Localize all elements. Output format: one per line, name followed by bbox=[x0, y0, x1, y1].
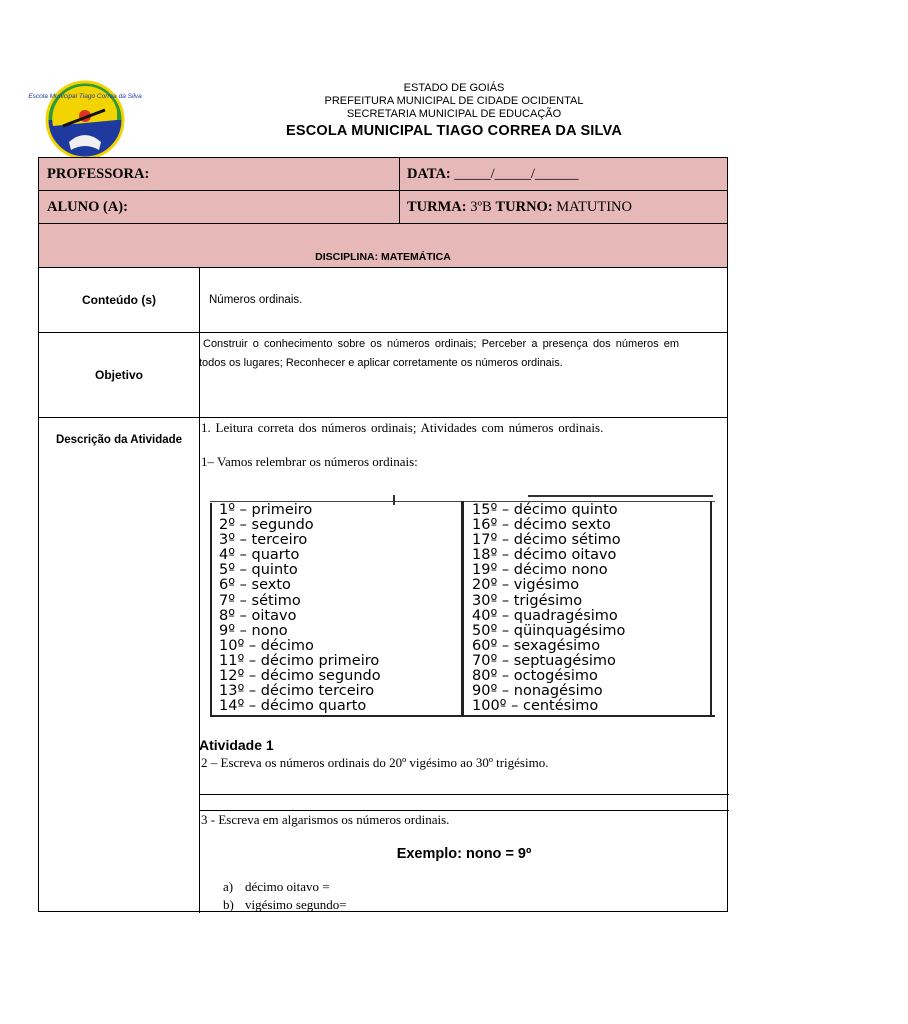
descricao-line1: 1. Leitura correta dos números ordinais; Atividades com números ordinais. bbox=[201, 420, 604, 435]
question-3: 3 - Escreva em algarismos os números ordinais. bbox=[201, 812, 450, 827]
document-header bbox=[0, 82, 908, 141]
answer-list bbox=[223, 878, 347, 914]
left-ordinal-9: 9º – nono bbox=[219, 622, 288, 639]
data-label: DATA: bbox=[407, 165, 451, 182]
left-ordinal-11: 11º – décimo primeiro bbox=[219, 652, 380, 669]
professora-label: PROFESSORA: bbox=[47, 165, 150, 182]
row-conteudo bbox=[39, 268, 727, 333]
item-text: décimo oitavo = bbox=[245, 879, 330, 894]
right-ordinal-11: 70º – septuagésimo bbox=[472, 652, 616, 669]
left-ordinal-7: 7º – sétimo bbox=[219, 592, 301, 609]
left-ordinal-13: 13º – décimo terceiro bbox=[219, 683, 375, 700]
prefecture-line: PREFEITURA MUNICIPAL DE CIDADE OCIDENTAL bbox=[324, 95, 584, 107]
row-aluno bbox=[39, 191, 727, 224]
turno-label: TURNO: bbox=[495, 198, 553, 215]
left-ordinal-14: 14º – décimo quarto bbox=[219, 698, 367, 715]
right-ordinal-6: 20º – vigésimo bbox=[472, 577, 580, 594]
right-ordinal-12: 80º – octogésimo bbox=[472, 668, 598, 685]
left-ordinal-5: 5º – quinto bbox=[219, 562, 298, 579]
right-ordinal-3: 17º – décimo sétimo bbox=[472, 532, 621, 549]
item-marker: b) bbox=[223, 897, 234, 912]
row-disciplina bbox=[39, 224, 727, 268]
list-item bbox=[223, 878, 347, 896]
left-ordinal-2: 2º – segundo bbox=[219, 517, 314, 534]
right-ordinal-9: 50º – qüinquagésimo bbox=[472, 622, 626, 639]
aluno-label: ALUNO (A): bbox=[47, 198, 128, 215]
turma-turno-field bbox=[407, 191, 632, 223]
school-name: ESCOLA MUNICIPAL TIAGO CORREA DA SILVA bbox=[285, 123, 622, 139]
ordinals-right-column bbox=[472, 503, 625, 714]
left-ordinal-1: 1º – primeiro bbox=[219, 502, 313, 518]
right-ordinal-1: 15º – décimo quinto bbox=[472, 502, 618, 518]
atividade-title: Atividade 1 bbox=[199, 737, 274, 753]
row-professora bbox=[39, 158, 727, 191]
left-ordinal-3: 3º – terceiro bbox=[219, 532, 308, 549]
conteudo-text: Números ordinais. bbox=[209, 294, 303, 306]
right-ordinal-8: 40º – quadragésimo bbox=[472, 607, 618, 624]
example-text: Exemplo: nono = 9º bbox=[396, 846, 532, 862]
descricao-line2: 1– Vamos relembrar os números ordinais: bbox=[201, 454, 418, 469]
ordinals-table bbox=[210, 495, 715, 720]
left-ordinal-6: 6º – sexto bbox=[219, 577, 291, 594]
left-ordinal-12: 12º – décimo segundo bbox=[219, 668, 381, 685]
left-ordinal-8: 8º – oitavo bbox=[219, 607, 297, 624]
state-line: ESTADO DE GOIÁS bbox=[403, 82, 505, 94]
secretariat-line: SECRETARIA MUNICIPAL DE EDUCAÇÃO bbox=[346, 108, 562, 120]
objetivo-text: Construir o conhecimento sobre os números ordinais; Perceber a presença dos números em todos os lugares; Reconhecer e aplicar corretamente os números ordinais. bbox=[199, 338, 679, 369]
right-ordinal-2: 16º – décimo sexto bbox=[472, 517, 611, 534]
right-ordinal-13: 90º – nonagésimo bbox=[472, 683, 603, 700]
left-ordinal-4: 4º – quarto bbox=[219, 547, 300, 564]
right-ordinal-4: 18º – décimo oitavo bbox=[472, 547, 617, 564]
turno-value: MATUTINO bbox=[556, 198, 632, 215]
data-value: _____/_____/______ bbox=[454, 165, 579, 182]
list-item bbox=[223, 896, 347, 914]
row-objetivo bbox=[39, 333, 727, 418]
right-ordinal-10: 60º – sexagésimo bbox=[472, 637, 601, 654]
right-ordinal-7: 30º – trigésimo bbox=[472, 592, 583, 609]
data-field[interactable] bbox=[407, 158, 578, 190]
objetivo-label: Objetivo bbox=[94, 368, 143, 382]
question-2: 2 – Escreva os números ordinais do 20º vigésimo ao 30º trigésimo. bbox=[201, 755, 549, 770]
turma-value: 3ºB bbox=[470, 198, 492, 215]
right-ordinal-5: 19º – décimo nono bbox=[472, 562, 608, 579]
lesson-sheet bbox=[38, 157, 728, 912]
item-marker: a) bbox=[223, 879, 234, 894]
conteudo-label: Conteúdo (s) bbox=[82, 293, 156, 307]
item-text: vigésimo segundo= bbox=[245, 897, 347, 912]
disciplina-label: DISCIPLINA: MATEMÁTICA bbox=[315, 251, 451, 263]
turma-label: TURMA: bbox=[407, 198, 467, 215]
ordinals-left-column bbox=[219, 503, 381, 714]
descricao-label: Descrição da Atividade bbox=[55, 434, 183, 446]
svg-text:Escola Municipal Tiago Correa: Escola Municipal Tiago Correa da Silva bbox=[28, 93, 142, 100]
left-ordinal-10: 10º – décimo bbox=[219, 637, 314, 654]
right-ordinal-14: 100º – centésimo bbox=[472, 698, 599, 715]
